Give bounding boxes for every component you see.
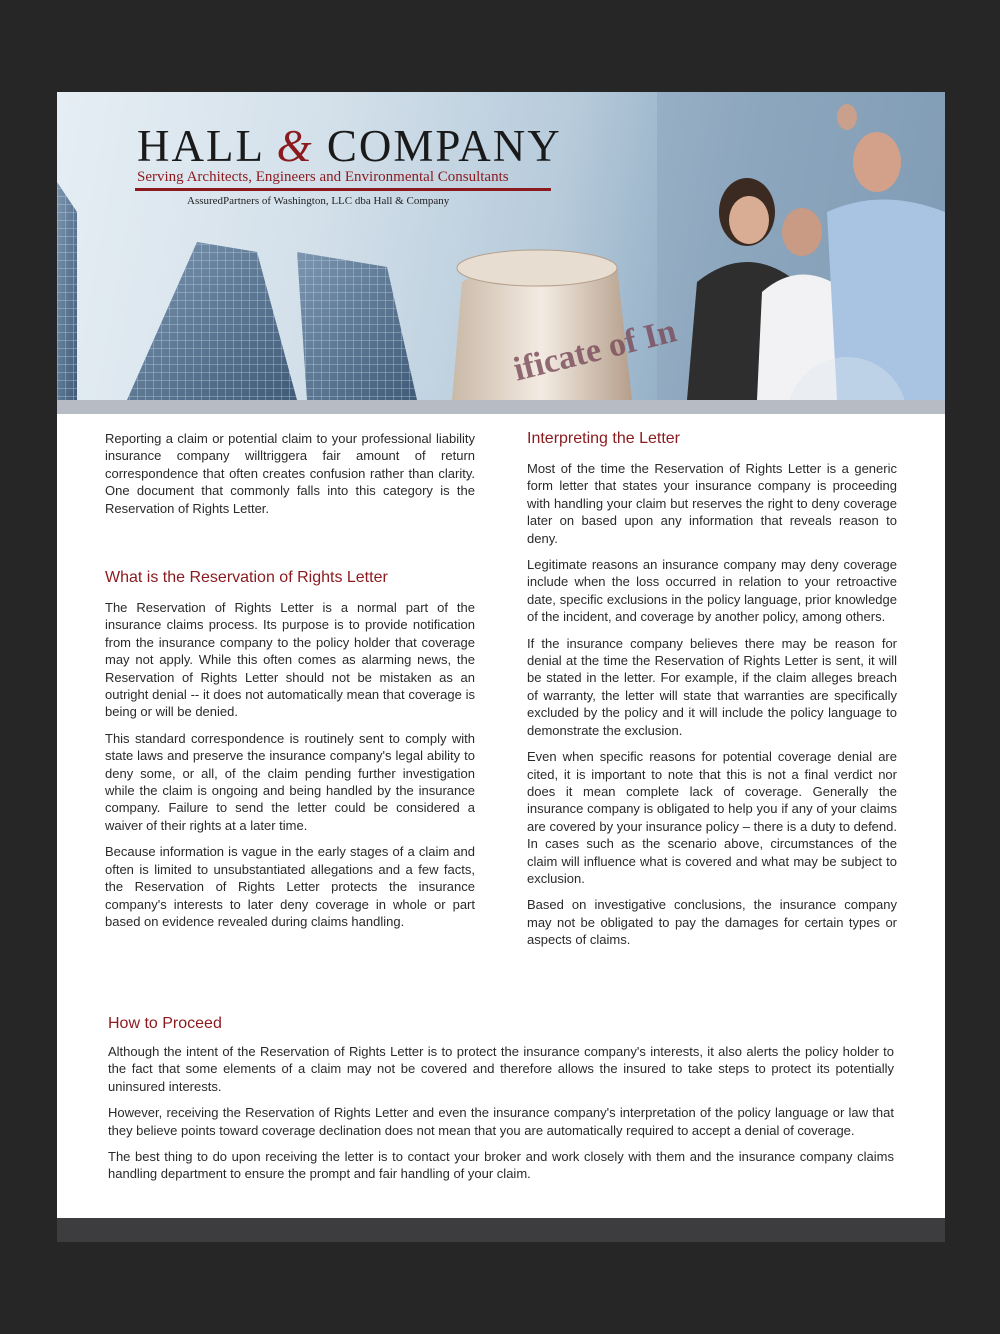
intro-paragraph: Reporting a claim or potential claim to your professional liability insurance company willtriggera fair amount of return correspondence that often creates confusion rather than clarity. One document that commonly falls into this category is the Reservation of Rights Letter. [105, 431, 475, 516]
interpreting-paragraph: Even when specific reasons for potential coverage denial are cited, it is important to note that this is not a final verdict nor does it mean complete lack of coverage. Generally the insurance company is obligated to help you if any of your claims are covered by your insurance policy – there is a duty to defend. In cases such as the scenario above, circumstances of the claim will influence what is covered and what may be subject to exclusion. [527, 749, 897, 886]
proceed-section [108, 1043, 894, 1192]
company-tagline: Serving Architects, Engineers and Environmental Consultants [137, 169, 509, 185]
what-is-paragraph: Because information is vague in the early stages of a claim and often is limited to unsubstantiated allegations and a few facts, the Reservation of Rights Letter protects the insurance company's interests to later deny coverage in whole or part based on evidence revealed during claims handling. [105, 844, 475, 929]
interpreting-paragraph: Legitimate reasons an insurance company may deny coverage include when the loss occurred in relation to your retroactive date, specific exclusions in the policy language, prior knowledge of the incident, and coverage by another policy, among others. [527, 557, 897, 625]
interpreting-section [527, 460, 897, 958]
certificate-text: ificate of In [509, 312, 681, 389]
company-logo: HALL & COMPANY [137, 121, 562, 171]
interpreting-paragraph: Based on investigative conclusions, the insurance company may not be obligated to pay the damages for certain types or aspects of claims. [527, 897, 897, 948]
proceed-paragraph: Although the intent of the Reservation of Rights Letter is to protect the insurance company's interests, it also alerts the policy holder to the fact that some elements of a claim may not be covered and therefore allows the insured to take steps to protect its potentially uninsured interests. [108, 1044, 894, 1094]
what-is-heading: What is the Reservation of Rights Letter [105, 569, 388, 586]
proceed-paragraph: However, receiving the Reservation of Rights Letter and even the insurance company's interpretation of the policy language or law that they believe points toward coverage declination does not mean that you are automatically required to accept a denial of coverage. [108, 1105, 894, 1138]
interpreting-paragraph: Most of the time the Reservation of Rights Letter is a generic form letter that states your insurance company is proceeding with handling your claim but reserves the right to deny coverage later on based upon any information that reveals reason to deny. [527, 461, 897, 546]
company-subtitle: AssuredPartners of Washington, LLC dba Hall & Company [187, 195, 450, 207]
footer-bar [57, 1218, 945, 1242]
interpreting-paragraph: If the insurance company believes there may be reason for denial at the time the Reservation of Rights Letter is sent, it will be stated in the letter. For example, if the claim alleges breach of warranty, the letter will state that warranties are specifically excluded by the policy and it will include the policy language to demonstrate the exclusion. [527, 635, 897, 738]
what-is-paragraph: This standard correspondence is routinely sent to comply with state laws and preserve the insurance company's legal ability to deny some, or all, of the claim pending further investigation while the claim is ongoing and being handled by the insurance company. Failure to send the letter could be considered a waiver of their rights at a later time. [105, 730, 475, 833]
what-is-section [105, 599, 475, 939]
logo-divider [135, 188, 551, 191]
header-banner [57, 92, 945, 400]
header-stripe [57, 400, 945, 414]
proceed-heading: How to Proceed [108, 1015, 222, 1032]
interpreting-heading: Interpreting the Letter [527, 430, 680, 447]
what-is-paragraph: The Reservation of Rights Letter is a normal part of the insurance claims process. Its purpose is to provide notification from the insurance company to the policy holder that coverage may not apply. While this often comes as alarming news, the Reservation of Rights Letter should not be mistaken as an outright denial -- it does not automatically mean that coverage is being or will be denied. [105, 600, 475, 720]
intro-section [105, 430, 475, 526]
document-page [57, 92, 945, 1242]
proceed-paragraph: The best thing to do upon receiving the letter is to contact your broker and work closely with them and the insurance company claims handling department to ensure the prompt and fair handling of your claim. [108, 1149, 894, 1182]
